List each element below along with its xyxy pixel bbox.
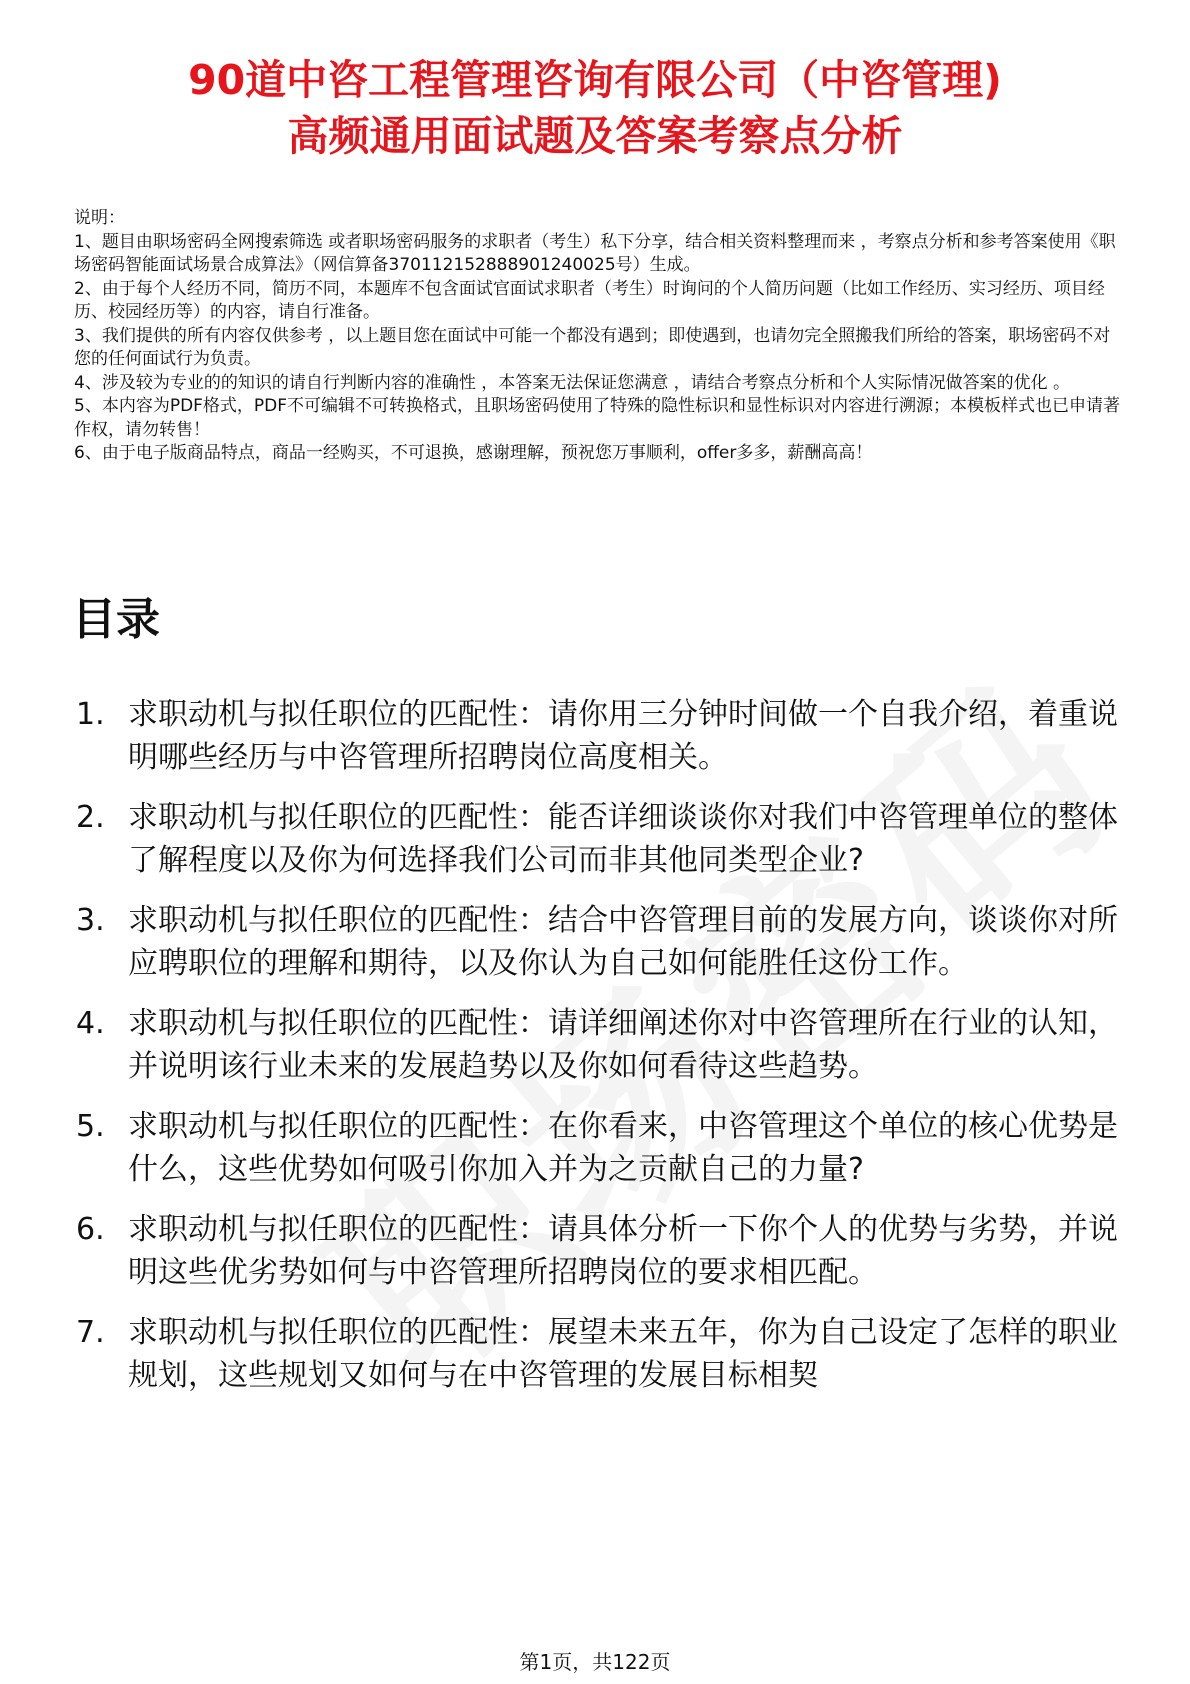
toc-item-text: 求职动机与拟任职位的匹配性：请具体分析一下你个人的优势与劣势，并说明这些优劣势如何与中咨管理所招聘岗位的要求相匹配。: [128, 1212, 1118, 1290]
toc-item-text: 求职动机与拟任职位的匹配性：请你用三分钟时间做一个自我介绍，着重说明哪些经历与中咨管理所招聘岗位高度相关。: [128, 697, 1118, 775]
toc-item[interactable]: [72, 796, 1132, 882]
title-line-2: 高频通用面试题及答案考察点分析: [287, 112, 903, 160]
notes-item: 6、由于电子版商品特点，商品一经购买，不可退换，感谢理解，预祝您万事顺利，offer多多，薪酬高高！: [74, 443, 873, 463]
notes-section: [74, 207, 1124, 466]
toc-item-text: 求职动机与拟任职位的匹配性：能否详细谈谈你对我们中咨管理单位的整体了解程度以及你为何选择我们公司而非其他同类型企业?: [128, 800, 1118, 878]
toc-item-number: 2.: [76, 800, 105, 835]
notes-item: 5、本内容为PDF格式，PDF不可编辑不可转换格式，且职场密码使用了特殊的隐性标识和显性标识对内容进行溯源；本模板样式也已申请著作权，请勿转售！: [74, 396, 1121, 440]
toc-item-text: 求职动机与拟任职位的匹配性：在你看来，中咨管理这个单位的核心优势是什么，这些优势如何吸引你加入并为之贡献自己的力量?: [128, 1109, 1118, 1187]
toc-item[interactable]: [72, 1105, 1132, 1191]
notes-heading: 说明：: [74, 208, 125, 228]
toc-item[interactable]: [72, 1002, 1132, 1088]
toc-item-number: 4.: [76, 1006, 105, 1041]
page-footer: 第1页，共122页: [519, 1650, 671, 1674]
toc-item[interactable]: [72, 1208, 1132, 1294]
toc-item-number: 6.: [76, 1212, 105, 1247]
toc-item[interactable]: [72, 693, 1132, 779]
toc-item[interactable]: [72, 899, 1132, 985]
notes-item: 2、由于每个人经历不同，简历不同，本题库不包含面试官面试求职者（考生）时询问的个人简历问题（比如工作经历、实习经历、项目经历、校园经历等）的内容，请自行准备。: [74, 278, 1105, 322]
notes-item: 1、题目由职场密码全网搜索筛选 或者职场密码服务的求职者（考生）私下分享，结合相关资料整理而来 ，考察点分析和参考答案使用《职场密码智能面试场景合成算法》（网信算备370112152888901240025号）生成。: [74, 231, 1116, 275]
title-line-1: 90道中咨工程管理咨询有限公司（中咨管理): [188, 56, 1002, 104]
toc-item-number: 5.: [76, 1109, 105, 1144]
toc-item-number: 3.: [76, 903, 105, 938]
toc-item[interactable]: [72, 1311, 1132, 1397]
toc-item-text: 求职动机与拟任职位的匹配性：展望未来五年，你为自己设定了怎样的职业规划，这些规划又如何与在中咨管理的发展目标相契: [128, 1315, 1118, 1393]
toc-list: [72, 693, 1132, 1414]
toc-item-number: 7.: [76, 1315, 105, 1350]
notes-item: 3、我们提供的所有内容仅供参考 ，以上题目您在面试中可能一个都没有遇到；即使遇到，也请勿完全照搬我们所给的答案，职场密码不对您的任何面试行为负责。: [74, 325, 1111, 369]
toc-item-text: 求职动机与拟任职位的匹配性：请详细阐述你对中咨管理所在行业的认知，并说明该行业未来的发展趋势以及你如何看待这些趋势。: [128, 1006, 1118, 1084]
toc-item-text: 求职动机与拟任职位的匹配性：结合中咨管理目前的发展方向，谈谈你对所应聘职位的理解和期待，以及你认为自己如何能胜任这份工作。: [128, 903, 1118, 981]
toc-item-number: 1.: [76, 697, 105, 732]
toc-heading: 目录: [72, 594, 160, 645]
document-title: [40, 52, 1150, 164]
notes-item: 4、涉及较为专业的的知识的请自行判断内容的准确性 ，本答案无法保证您满意 ，请结合考察点分析和个人实际情况做答案的优化 。: [74, 372, 1071, 393]
